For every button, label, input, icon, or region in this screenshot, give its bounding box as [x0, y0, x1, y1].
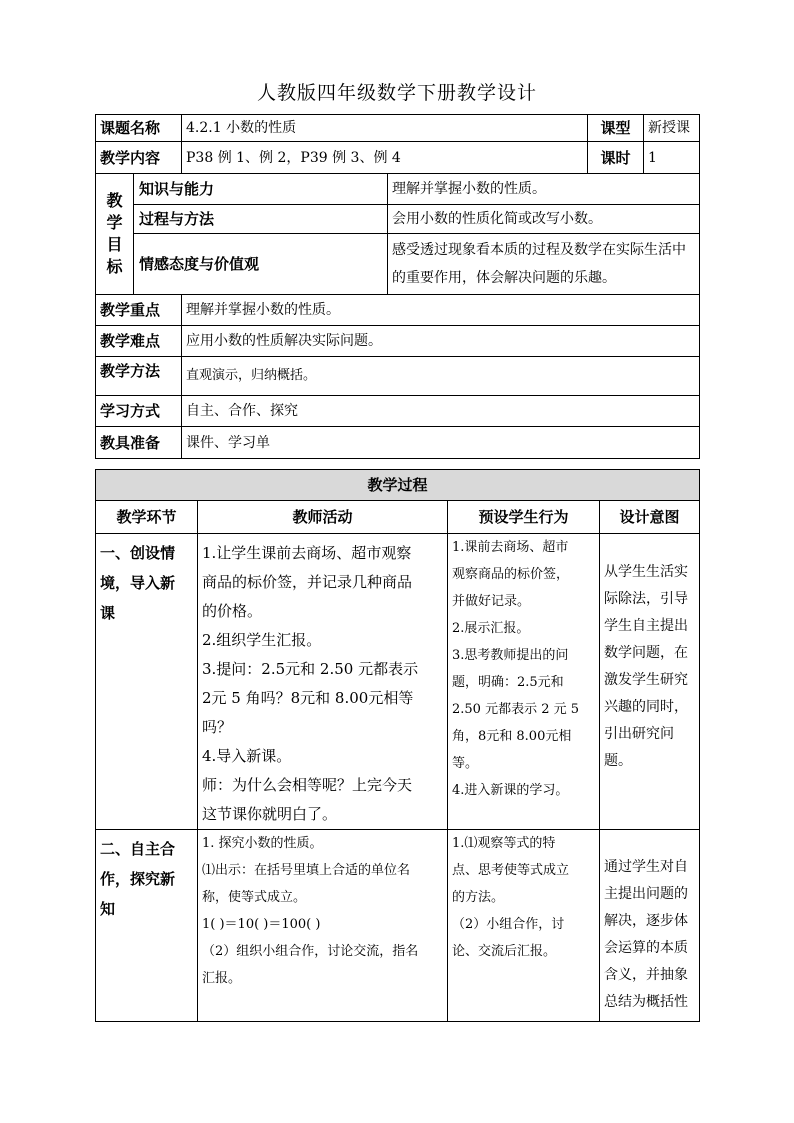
intent-line: 学生自主提出	[604, 618, 688, 634]
materials-label: 教具准备	[96, 427, 182, 459]
teacher-line: 这节课你就明白了。	[202, 805, 338, 823]
intent-line: 含义，并抽象	[604, 967, 688, 983]
teacher-line: 1( )＝10( )＝100( )	[202, 917, 321, 932]
intent-line: 兴趣的同时，	[604, 699, 688, 715]
type-label: 课型	[588, 115, 644, 142]
teacher-line: 商品的标价签，并记录几种商品	[202, 573, 413, 591]
document-title: 人教版四年级数学下册教学设计	[256, 82, 537, 104]
teacher-line: 1.让学生课前去商场、超市观察	[202, 544, 412, 562]
column-header: 预设学生行为	[448, 501, 600, 534]
goal-attitude-label: 情感态度与价值观	[134, 234, 388, 295]
teacher-line: 2元 5 角吗？8元和 8.00元相等	[202, 689, 414, 707]
goals-label-char: 标	[106, 257, 123, 276]
lesson-info-table	[95, 114, 700, 459]
section-line: 课	[100, 604, 116, 622]
intent-line: 际除法，引导	[604, 591, 688, 607]
student-line: 论、交流后汇报。	[452, 944, 557, 959]
process-header: 教学过程	[96, 470, 700, 501]
goals-label-char: 目	[106, 235, 123, 254]
student-line: 4.进入新课的学习。	[452, 783, 569, 798]
hours-label: 课时	[588, 142, 644, 174]
student-line: 角，8元和 8.00元相	[452, 729, 572, 744]
student-line: 1.课前去商场、超市	[452, 540, 569, 555]
intent-line: 激发学生研究	[604, 672, 688, 688]
student-line: 的方法。	[452, 890, 505, 905]
student-line: 3.思考教师提出的问	[452, 648, 569, 663]
teacher-line: 1. 探究小数的性质。	[202, 836, 323, 851]
column-header: 教师活动	[198, 501, 448, 534]
type-value: 新授课	[644, 115, 700, 142]
intent-line: 会运算的本质	[604, 940, 688, 956]
column-header: 设计意图	[600, 501, 700, 534]
student-line: 点、思考使等式成立	[452, 863, 570, 878]
student-line: 等。	[452, 756, 479, 771]
content-label: 教学内容	[96, 142, 182, 174]
difficulty-value: 应用小数的性质解决实际问题。	[182, 326, 700, 357]
teacher-line: ⑴出示：在括号里填上合适的单位名	[202, 863, 411, 878]
student-behavior	[448, 830, 600, 1022]
goal-process-label: 过程与方法	[134, 205, 388, 234]
teacher-activity	[198, 830, 448, 1022]
teacher-line: 3.提问：2.5元和 2.50 元都表示	[202, 660, 419, 678]
section-line: 知	[100, 900, 116, 918]
intent-line: 解决，逐步体	[604, 913, 688, 929]
goal-process-value: 会用小数的性质化简或改写小数。	[388, 205, 700, 234]
goals-label-char: 教	[106, 191, 123, 210]
hours-value: 1	[644, 142, 700, 174]
student-line: 2.50 元都表示 2 元 5	[452, 702, 580, 717]
process-row	[96, 534, 700, 830]
teacher-activity	[198, 534, 448, 830]
intent-line: 题。	[604, 753, 632, 769]
key-point-label: 教学重点	[96, 295, 182, 326]
materials-value: 课件、学习单	[182, 427, 700, 459]
intent-line: 总结为概括性	[604, 994, 688, 1010]
intent-line: 引出研究问	[604, 726, 674, 742]
intent-line: 通过学生对自	[604, 859, 688, 875]
section-name	[96, 534, 198, 830]
design-intent	[600, 830, 700, 1022]
goal-knowledge-value: 理解并掌握小数的性质。	[388, 174, 700, 205]
teacher-line: （2）组织小组合作，讨论交流，指名	[202, 944, 419, 959]
goals-label	[96, 174, 134, 295]
teacher-line: 4.导入新课。	[202, 747, 292, 765]
goals-label-char: 学	[106, 213, 123, 232]
teaching-process-table	[95, 469, 700, 1022]
design-intent	[600, 534, 700, 830]
teacher-line: 师：为什么会相等呢？上完今天	[202, 776, 413, 794]
intent-line: 数学问题，在	[604, 645, 688, 661]
content-value: P38 例 1、例 2，P39 例 3、例 4	[182, 142, 588, 174]
intent-line: 主提出问题的	[604, 886, 688, 902]
difficulty-label: 教学难点	[96, 326, 182, 357]
student-line: 观察商品的标价签，	[452, 567, 570, 582]
teacher-line: 汇报。	[202, 971, 242, 986]
teacher-line: 的价格。	[202, 602, 263, 620]
section-name	[96, 830, 198, 1022]
goal-attitude-value: 感受透过现象看本质的过程及数学在实际生活中的重要作用，体会解决问题的乐趣。	[388, 234, 700, 295]
key-point-value: 理解并掌握小数的性质。	[182, 295, 700, 326]
student-behavior	[448, 534, 600, 830]
teacher-line: 2.组织学生汇报。	[202, 631, 322, 649]
learning-style-value: 自主、合作、探究	[182, 396, 700, 427]
method-value: 直观演示，归纳概括。	[182, 357, 700, 396]
student-line: 1.⑴观察等式的特	[452, 836, 556, 851]
column-header: 教学环节	[96, 501, 198, 534]
teacher-line: 吗？	[202, 718, 233, 736]
student-line: （2）小组合作，讨	[452, 917, 565, 932]
topic-value: 4.2.1 小数的性质	[182, 115, 588, 142]
section-line: 作，探究新	[100, 870, 176, 888]
student-line: 并做好记录。	[452, 594, 531, 609]
section-line: 一、创设情	[100, 544, 176, 562]
intent-line: 从学生生活实	[604, 564, 688, 580]
teacher-line: 称，使等式成立。	[202, 890, 307, 905]
goal-knowledge-label: 知识与能力	[134, 174, 388, 205]
student-line: 题，明确：2.5元和	[452, 675, 564, 690]
method-label: 教学方法	[96, 357, 182, 396]
section-line: 二、自主合	[100, 840, 176, 858]
learning-style-label: 学习方式	[96, 396, 182, 427]
process-row	[96, 830, 700, 1022]
section-line: 境，导入新	[100, 574, 176, 592]
topic-label: 课题名称	[96, 115, 182, 142]
student-line: 2.展示汇报。	[452, 621, 530, 636]
